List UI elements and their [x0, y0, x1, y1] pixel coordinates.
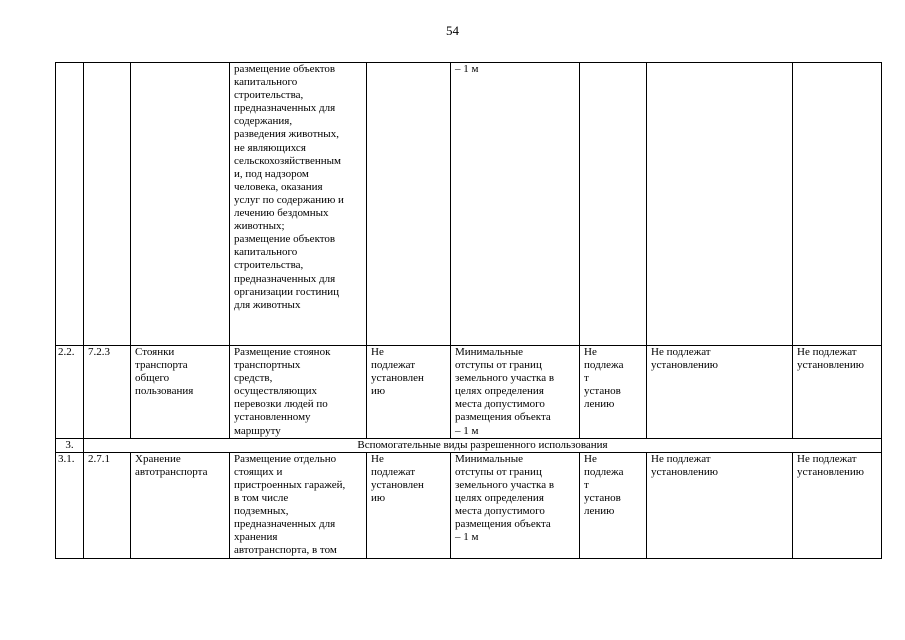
- cell-num: 3.1.: [56, 452, 84, 558]
- cell-col8: [647, 63, 793, 346]
- cell-name: Стоянки транспорта общего пользования: [131, 346, 230, 439]
- table-row-section-3: [56, 438, 882, 452]
- cell-num: [56, 63, 84, 346]
- cell-col9: [793, 63, 882, 346]
- cell-num: 2.2.: [56, 346, 84, 439]
- cell-code: [84, 63, 131, 346]
- table-row-continuation: [56, 63, 882, 346]
- cell-setbacks: Минимальные отступы от границ земельного участка в целях определения места допустимого размещения объекта – 1 м: [451, 346, 580, 439]
- cell-section-num: 3.: [56, 438, 84, 452]
- cell-setbacks: – 1 м: [451, 63, 580, 346]
- cell-col8: Не подлежат установлению: [647, 346, 793, 439]
- cell-setbacks: Минимальные отступы от границ земельного участка в целях определения места допустимого размещения объекта – 1 м: [451, 452, 580, 558]
- regulations-table: [55, 62, 882, 559]
- cell-name: [131, 63, 230, 346]
- cell-description: Размещение стоянок транспортных средств, осуществляющих перевозки людей по установленному маршруту: [230, 346, 367, 439]
- cell-code: 7.2.3: [84, 346, 131, 439]
- cell-col8: Не подлежат установлению: [647, 452, 793, 558]
- cell-col7: Не подлежа т установ лению: [580, 452, 647, 558]
- cell-name: Хранение автотранспорта: [131, 452, 230, 558]
- cell-description: Размещение отдельно стоящих и пристроенных гаражей, в том числе подземных, предназначенных для хранения автотранспорта, в том: [230, 452, 367, 558]
- cell-col5: [367, 63, 451, 346]
- cell-description: размещение объектов капитального строительства, предназначенных для содержания, разведения животных, не являющихся сельскохозяйственным и, под надзором человека, оказания услуг по содержанию и лечению бездомных животных; размещение объектов капитального строительства, предназначенных для организации гостиниц для животных: [230, 63, 367, 346]
- table-row-2-2: [56, 346, 882, 439]
- cell-col7: Не подлежа т установ лению: [580, 346, 647, 439]
- cell-col9: Не подлежат установлению: [793, 452, 882, 558]
- cell-col7: [580, 63, 647, 346]
- cell-code: 2.7.1: [84, 452, 131, 558]
- cell-col5: Не подлежат установлен ию: [367, 346, 451, 439]
- section-title: Вспомогательные виды разрешенного использования: [84, 438, 882, 452]
- cell-col5: Не подлежат установлен ию: [367, 452, 451, 558]
- table-row-3-1: [56, 452, 882, 558]
- page-number: 54: [446, 23, 459, 38]
- cell-col9: Не подлежат установлению: [793, 346, 882, 439]
